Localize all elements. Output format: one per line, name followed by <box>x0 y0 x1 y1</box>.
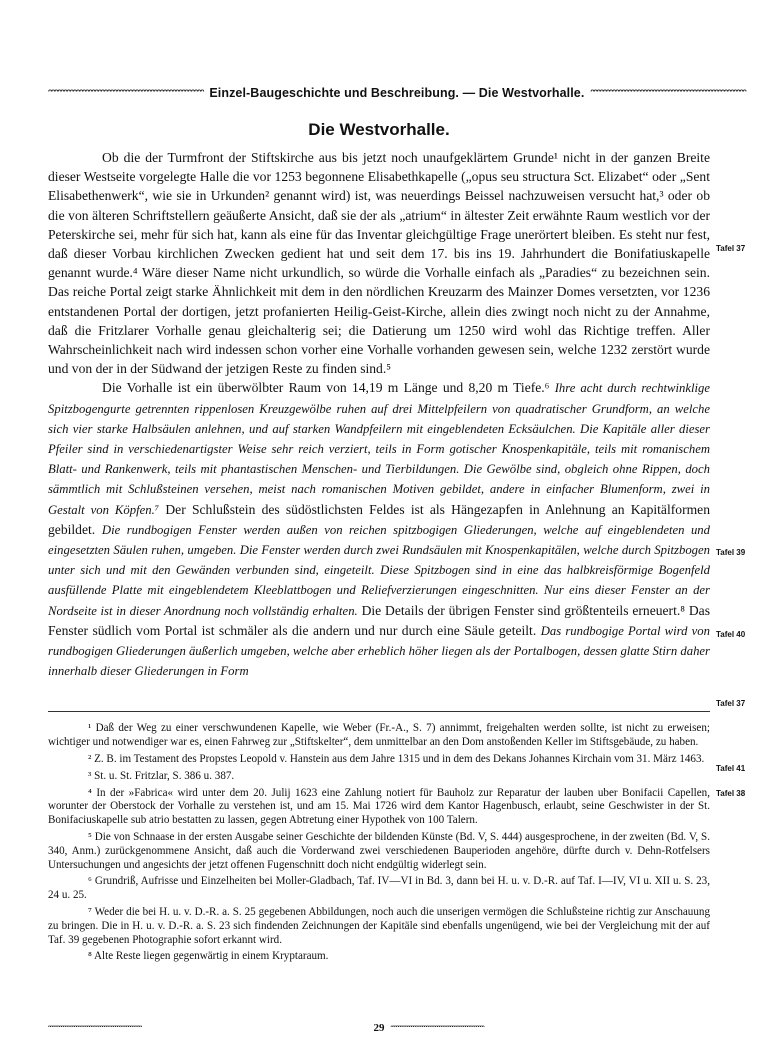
p2-c: Der Schlußstein des südöstlichsten Feldes ist als Hängezapfen in Anlehnung an Kapitälformen gebildet. <box>48 501 710 537</box>
footnote: ³ St. u. St. Fritzlar, S. 386 u. 387. <box>88 769 235 782</box>
side-ref: Tafel 41 <box>716 764 746 773</box>
ornament-left: ᵔᵔᵔᵔᵔᵔᵔᵔᵔᵔᵔᵔᵔᵔᵔᵔᵔᵔᵔᵔᵔᵔᵔᵔᵔᵔᵔᵔᵔᵔᵔᵔᵔᵔᵔᵔᵔᵔᵔᵔᵔᵔᵔᵔᵔᵔᵔᵔᵔᵔ <box>48 1022 142 1034</box>
running-head-text: Einzel-Baugeschichte und Beschreibung. — Die Westvorhalle. <box>209 86 585 100</box>
footnote: ⁶ Grundriß, Aufrisse und Einzelheiten bei Moller-Gladbach, Taf. IV—VI in Bd. 3, dann bei H. u. v. D.-R. auf Taf. I—IV, VI u. XII u. S. 23, 24 u. 25. <box>48 875 710 902</box>
footnote-rule <box>48 711 710 712</box>
footnotes <box>48 722 710 964</box>
ornament-left: ᵔᵔᵔᵔᵔᵔᵔᵔᵔᵔᵔᵔᵔᵔᵔᵔᵔᵔᵔᵔᵔᵔᵔᵔᵔᵔᵔᵔᵔᵔᵔᵔᵔᵔᵔᵔᵔᵔᵔᵔᵔᵔᵔᵔᵔᵔᵔᵔᵔᵔ <box>48 87 204 99</box>
p2-e: Die Details der übrigen Fenster sind größtenteils erneuert.⁸ Das Fenster südlich vom Portal ist schmäler als die andern und nur durch eine Säule geteilt. <box>48 602 710 638</box>
footnote: ² Z. B. im Testament des Propstes Leopold v. Hanstein aus dem Jahre 1315 und in dem des Dekans Johannes Kirchain vom 31. März 1463. <box>88 753 705 766</box>
side-ref: Tafel 37 <box>716 244 746 253</box>
footnote: ⁸ Alte Reste liegen gegenwärtig in einem Kryptaraum. <box>88 950 329 963</box>
ornament-right: ᵔᵔᵔᵔᵔᵔᵔᵔᵔᵔᵔᵔᵔᵔᵔᵔᵔᵔᵔᵔᵔᵔᵔᵔᵔᵔᵔᵔᵔᵔᵔᵔᵔᵔᵔᵔᵔᵔᵔᵔᵔᵔᵔᵔᵔᵔᵔᵔᵔᵔ <box>390 1022 484 1034</box>
page-footer <box>48 1022 710 1034</box>
side-ref: Tafel 40 <box>716 630 746 639</box>
p2-f: Das rundbogige Portal wird von rundbogigen Gliederungen äußerlich umgeben, welche aber erheblich höher liegen als der Portalbogen, dessen glatte Stirn daher innerhalb dieser Gliederungen in Form <box>48 623 710 679</box>
p2-d: Die rundbogigen Fenster werden außen von reichen spitzbogigen Gliederungen, welche auf eingeblendeten und eingesetzten Säulen ruhen, umgeben. Die Fenster werden durch zwei Rundsäulen mit Knospenkapitälen, welche durch Spitzbogen unter sich und mit den Gewänden verbunden sind, eingeteilt. Diese Spitzbogen sind in eine das halbkreisförmige Bogenfeld ausfüllende Platte mit eingeblendetem Kleeblattbogen und Reliefverzierungen eingeschnitten. Nur eins dieser Fenster an der Nordseite ist in dieser Anordnung noch vollständig erhalten. <box>48 522 710 618</box>
ornament-right: ᵔᵔᵔᵔᵔᵔᵔᵔᵔᵔᵔᵔᵔᵔᵔᵔᵔᵔᵔᵔᵔᵔᵔᵔᵔᵔᵔᵔᵔᵔᵔᵔᵔᵔᵔᵔᵔᵔᵔᵔᵔᵔᵔᵔᵔᵔᵔᵔᵔᵔ <box>590 87 746 99</box>
section-title: Die Westvorhalle. <box>308 120 450 139</box>
page <box>48 86 746 967</box>
side-ref: Tafel 39 <box>716 548 746 557</box>
side-ref: Tafel 38 <box>716 789 746 798</box>
paragraph-1: Ob die der Turmfront der Stiftskirche aus bis jetzt noch unaufgeklärtem Grunde¹ nicht in der ganzen Breite dieser Westseite vorgelegte Halle die vor 1253 begonnene Elisabethkapelle („opus seu structura Sct. Elizabet“ oder „Sent Elisabethenwerk“, wie sie in Urkunden² genannt wird) ist, was neuerdings Beissel nachzuweisen versucht hat,³ oder ob die von älteren Schriftstellern geäußerte Ansicht, daß sie der als „atrium“ in ältester Zeit erwähnte Raum westlich vor der Peterskirche sei, mehr für sich hat, kann als eine für das Inventar gleichgültige Frage unerörtert bleiben. Es steht nur fest, daß dieser Vorbau kirchlichen Zwecken gedient hat und seit dem 17. bis ins 19. Jahrhundert die Bonifatiuskapelle genannt wurde.⁴ Wäre dieser Name nicht urkundlich, so würde die Vorhalle einfach als „Paradies“ zu bezeichnen sein. Das reiche Portal zeigt starke Ähnlichkeit mit dem in den nördlichen Kreuzarm des Mainzer Domes versetzten, vor 1236 entstandenen Portal der dortigen, jetzt profanierten Heilig-Geist-Kirche, allein dies zwingt noch nicht zu der Annahme, daß die Fritzlarer Vorhalle genau gleichalterig sei; die Datierung um 1250 wird wohl das Richtige treffen. Aller Wahrscheinlichkeit nach wird indessen schon vorher eine Vorhalle vorhanden gewesen sein, welche 1232 zerstört wurde und von der in der Südwand der jetzigen Reste zu finden sind.⁵ <box>48 150 710 377</box>
paragraph-2 <box>48 378 710 681</box>
running-head <box>48 86 746 100</box>
p2-b: Ihre acht durch rechtwinklige Spitzbogengurte getrennten rippenlosen Kreuzgewölbe ruhen auf drei Mittelpfeilern von quadratischer Grundform, an welche sich vier starke Halbsäulen anlehnen, und auf starken Wandpfeilern mit eingeblendeten Ecksäulchen. Die Kapitäle aller dieser Pfeiler sind in verschiedenartigster Weise sehr reich verziert, teils in Form gotischer Knospenkapitäle, teils mit romanischem Blatt- und Rankenwerk, teils mit phantastischen Menschen- und Tierbildungen. Die Gewölbe sind, obgleich ohne Rippen, doch sämmtlich mit Schlußsteinen versehen, meist nach romanischen Motiven gebildet, andere in einfacher Blumenform, zwei in Gestalt von Köpfen.⁷ <box>48 381 711 517</box>
footnote: ⁴ In der »Fabrica« wird unter dem 20. Julij 1623 eine Zahlung notiert für Bauholz zur Reparatur der lauben uber Bonifacii Capellen, worunter der Oberstock der Vorhalle zu verstehen ist, und am 15. Mai 1726 wird dem Kantor Hagenbusch, erlaubt, seine Geschwister in der St. Bonifaciuskapelle sub atrio bestatten zu lassen, gegen Abtretung einer Hypothek von 100 Talern. <box>48 786 710 827</box>
footnote: ⁷ Weder die bei H. u. v. D.-R. a. S. 25 gegebenen Abbildungen, noch auch die unserigen vermögen die Schlußsteine richtig zur Anschauung zu bringen. Die in H. u. v. D.-R. a. S. 23 sich findenden Zeichnungen der Kapitäle sind ebenfalls ungenügend, wie bei der Vergleichung mit der auf Taf. 39 gegebenen Photographie sofort erkannt wird. <box>48 906 710 946</box>
side-ref: Tafel 37 <box>716 699 746 708</box>
footnote: ⁵ Die von Schnaase in der ersten Ausgabe seiner Geschichte der bildenden Künste (Bd. V, S. 444) ausgesprochene, in der zweiten (Bd. V, S. 340, Anm.) zurückgenommene Ansicht, daß auch die Vorderwand zwei verschiedenen Bauperioden angehöre, dürfte durch v. Dehn-Rotfelsers Untersuchungen und angesichts der jetzt offenen Fugenschnitt doch nicht endgültig widerlegt sein. <box>48 831 710 871</box>
footnote: ¹ Daß der Weg zu einer verschwundenen Kapelle, wie Weber (Fr.-A., S. 7) annimmt, freigehalten werden sollte, ist nicht zu erweisen; wichtiger und notwendiger war es, einen Fahrweg zur „Stiftskelter“, dem unmittelbar an den Dom anstoßenden Keller im Stiftsgebäude, zu haben. <box>48 722 710 749</box>
p2-a: Die Vorhalle ist ein überwölbter Raum von 14,19 m Länge und 8,20 m Tiefe.⁶ <box>102 380 550 396</box>
page-number: 29 <box>373 1022 385 1034</box>
